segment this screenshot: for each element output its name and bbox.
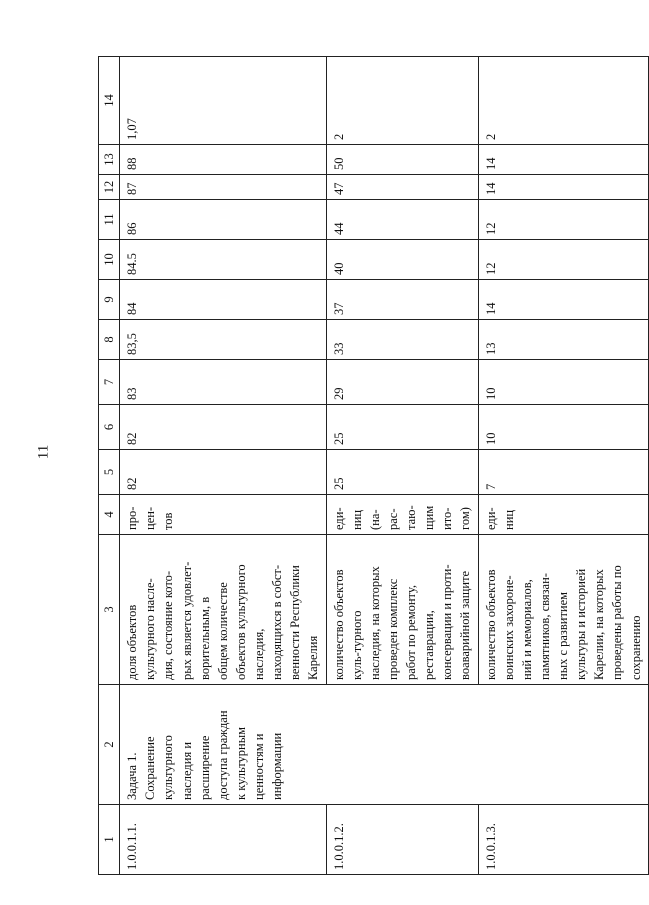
value-cell: 44 [326,200,478,240]
header-cell: 11 [99,200,120,240]
value-cell: 86 [120,200,326,240]
indicator-cell: количество объектов куль-турного наследия, на которых проведен комплекс работ по ремонту, реставрации, консервации и проти- воаварийной защите [326,535,478,685]
row-code: 1.0.0.1.2. [326,805,478,875]
value-cell: 14 [478,175,648,200]
header-cell: 5 [99,450,120,495]
indicator-cell: количество объектов воинских захороне- ний и мемориалов, памятников, связан- ных с развитием культуры и историей Карелии, на которых проведены работы по сохранению [478,535,648,685]
value-cell: 84 [120,280,326,320]
header-row [99,57,120,875]
value-cell: 83,5 [120,320,326,360]
header-cell: 10 [99,240,120,280]
unit-cell: еди- ниц [478,495,648,535]
value-cell: 2 [326,57,478,145]
value-cell: 50 [326,145,478,175]
header-cell: 3 [99,535,120,685]
value-cell: 25 [326,450,478,495]
value-cell: 37 [326,280,478,320]
value-cell: 82 [120,450,326,495]
value-cell: 87 [120,175,326,200]
unit-cell: еди- ниц (на- рас- таю- щим ито- гом) [326,495,478,535]
value-cell: 14 [478,280,648,320]
header-cell: 14 [99,57,120,145]
header-cell: 4 [99,495,120,535]
value-cell: 14 [478,145,648,175]
value-cell: 25 [326,405,478,450]
value-cell: 83 [120,360,326,405]
value-cell: 82 [120,405,326,450]
row-code: 1.0.0.1.1. [120,805,326,875]
value-cell: 40 [326,240,478,280]
rotated-table-container [98,57,643,875]
header-cell: 6 [99,405,120,450]
row-code: 1.0.0.1.3. [478,805,648,875]
value-cell: 13 [478,320,648,360]
value-cell: 2 [478,57,648,145]
value-cell: 84.5 [120,240,326,280]
value-cell: 33 [326,320,478,360]
value-cell: 12 [478,200,648,240]
header-cell: 8 [99,320,120,360]
value-cell: 12 [478,240,648,280]
indicator-cell: доля объектов культурного насле- дия, состояние кото- рых является удовлет- ворительным, в общем количестве объектов культурного наследия, находящихся в собст- венности Республики Карелия [120,535,326,685]
indicators-table [98,56,649,875]
header-cell: 12 [99,175,120,200]
unit-cell: про- цен- тов [120,495,326,535]
header-cell: 1 [99,805,120,875]
value-cell: 1,07 [120,57,326,145]
header-cell: 7 [99,360,120,405]
header-cell: 2 [99,685,120,805]
task-cell: Задача 1. Сохранение культурного наследия и расширение доступа граждан к культурным ценностям и информации [120,685,649,805]
header-cell: 9 [99,280,120,320]
value-cell: 29 [326,360,478,405]
value-cell: 47 [326,175,478,200]
page-number: 11 [35,444,52,460]
header-cell: 13 [99,145,120,175]
table-row [120,57,326,875]
value-cell: 7 [478,450,648,495]
value-cell: 10 [478,360,648,405]
value-cell: 88 [120,145,326,175]
value-cell: 10 [478,405,648,450]
